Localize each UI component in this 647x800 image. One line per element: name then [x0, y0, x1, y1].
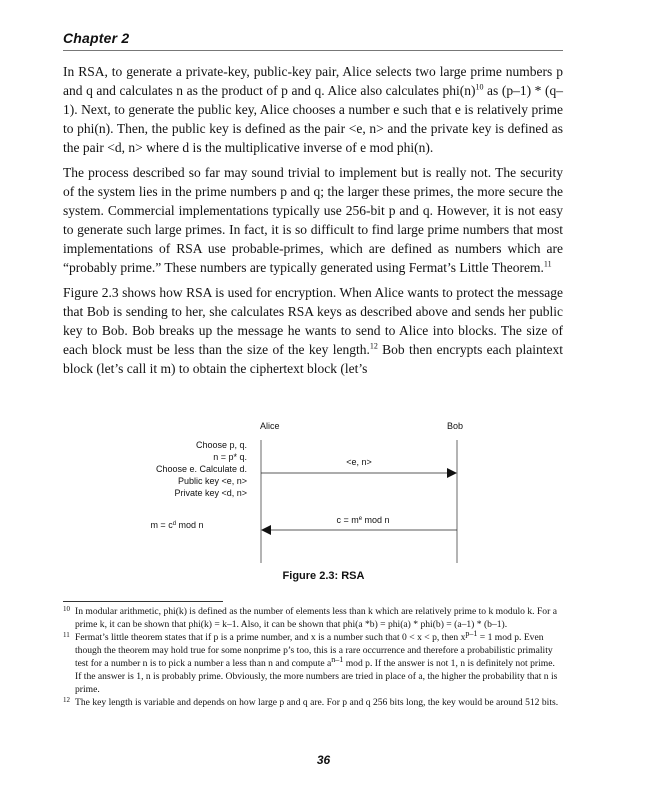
footnote-text: = 1 mod p. Even though the theorem may hold true for some nonprime p’s too, this is a rare occurrence and therefore a probabilistic primality test for a number n is to pick a number a less than n and compute a — [75, 632, 553, 669]
alice-step-1: Choose p, q. — [195, 440, 247, 450]
paragraph-2 — [63, 163, 563, 277]
arrow-head-left — [261, 525, 271, 535]
paragraph-1-text-a: In RSA, to generate a private-key, public-key pair, Alice selects two large prime numbers p and q and calculates n as the product of p and q. Alice also calculates phi(n) — [63, 64, 563, 98]
paragraph-3-text-a: Figure 2.3 shows how RSA is used for encryption. When Alice wants to protect the message that Bob is sending to her, she calculates RSA keys as described above and sends her public key to Bob. Bob breaks up the message he wants to send to Alice into blocks. The size of each block must be less than the size of the key length. — [63, 285, 563, 357]
footnotes — [63, 605, 561, 709]
footnote-number: 11 — [63, 631, 70, 639]
arrow-head-right — [447, 468, 457, 478]
alice-decrypt: $m = c^d$ mod n — [150, 520, 204, 530]
alice-step-2: n = p* q. — [213, 452, 247, 462]
paragraph-2-text: The process described so far may sound trivial to implement but is really not. The security of the system lies in the prime numbers p and q; the larger these primes, the more secure the system. Commercial implementations typically use 256-bit p and q. However, it is not easy to generate such large primes. In fact, it is so difficult to find large prime numbers that most implementations of RSA use probable-primes, which are defined as numbers which are “probably prime.” These numbers are typically generated using Fermat’s Little Theorem. — [63, 165, 563, 275]
paragraph-3-text-b: Bob then encrypts each plaintext block (let’s call it m) to obtain the ciphertext block (let’s — [63, 342, 563, 376]
footnote-exponent: n–1 — [331, 654, 344, 664]
footnote-number: 12 — [63, 696, 70, 704]
paragraph-1 — [63, 62, 563, 157]
footnote-text: mod p. If the answer is not 1, n is definitely not prime. If the answer is 1, n is probably prime. Obviously, the more numbers are tried in place of a, the higher the probability that n is prime. — [75, 658, 558, 695]
footnote-10 — [63, 605, 561, 631]
figure-caption: Figure 2.3: RSA — [282, 570, 365, 582]
paragraph-3 — [63, 283, 563, 378]
alice-step-4: Public key <e, n> — [177, 476, 247, 486]
footnote-number: 10 — [63, 605, 70, 613]
page-number: 36 — [316, 753, 331, 767]
alice-label: Alice — [260, 421, 280, 431]
bob-label: Bob — [447, 421, 464, 431]
footnote-rule — [63, 601, 223, 602]
footnote-ref-11: 11 — [543, 259, 552, 269]
header-rule — [63, 50, 563, 51]
message-public-key: <e, n> — [346, 457, 372, 467]
body-text — [63, 62, 563, 384]
footnote-11 — [63, 628, 561, 696]
footnote-exponent: p–1 — [465, 628, 478, 638]
chapter-header: Chapter 2 — [63, 30, 130, 46]
message-ciphertext: $c = m^e$ mod n — [336, 515, 390, 525]
footnote-ref-10: 10 — [475, 82, 484, 92]
footnote-text: The key length is variable and depends on how large p and q are. For p and q 256 bits long, the key would be around 512 bits. — [75, 697, 559, 708]
paragraph-1-text-b: as (p–1) * (q–1). Next, to generate the public key, Alice chooses a number e such that e is relatively prime to phi(n). Then, the public key is defined as the pair <e, n> and the private key is defined as the pair <d, n> where d is the multiplicative inverse of e mod phi(n). — [63, 83, 564, 155]
footnote-12 — [63, 696, 561, 709]
alice-step-5: Private key <d, n> — [174, 488, 247, 498]
alice-step-3: Choose e. Calculate d. — [155, 464, 247, 474]
footnote-ref-12: 12 — [369, 341, 378, 351]
footnote-text: In modular arithmetic, phi(k) is defined as the number of elements less than k which are relatively prime to k modulo k. For a prime k, it can be shown that phi(k) = k–1. Also, it can be shown that phi(a *b) = phi(a) * phi(b) = (a–1) * (b–1). — [75, 606, 557, 630]
footnote-text: Fermat’s little theorem states that if p is a prime number, and x is a number such that 0 < x < p, then x — [75, 632, 466, 643]
